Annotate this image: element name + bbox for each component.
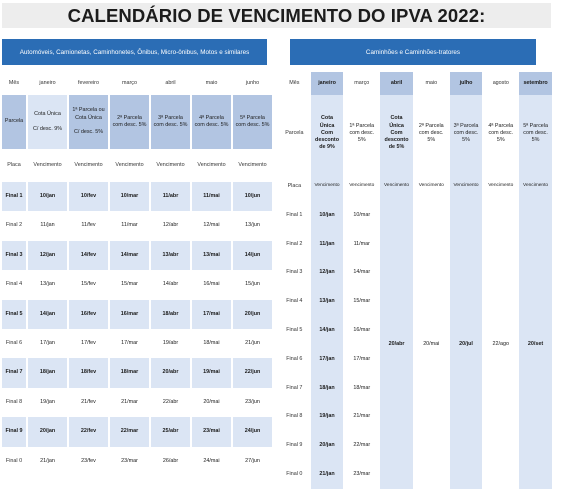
- plate-label: Placa: [2, 149, 26, 182]
- merged-date-cell: 20/mai: [415, 201, 448, 489]
- month-cell: maio: [415, 72, 448, 95]
- due-label: Vencimento: [380, 172, 413, 201]
- month-cell: agosto: [484, 72, 517, 95]
- plate-cell: Final 1: [2, 182, 26, 211]
- plate-cell: Final 4: [2, 270, 26, 299]
- date-cell: 18/mai: [192, 329, 231, 358]
- month-cell: janeiro: [28, 72, 67, 95]
- parcel-cell: 5ª Parcela com desc. 5%: [519, 95, 552, 172]
- parcel-cell: Cota Única Com desconto de 5%: [380, 95, 413, 172]
- date-cell: 20/jan: [28, 417, 67, 446]
- month-cell: julho: [450, 72, 483, 95]
- right-parcel-row: [280, 95, 552, 172]
- page-title: CALENDÁRIO DE VENCIMENTO DO IPVA 2022:: [67, 4, 486, 26]
- due-label: Vencimento: [69, 149, 108, 182]
- month-label: Mês: [2, 72, 26, 95]
- plate-cell: Final 0: [280, 460, 309, 489]
- date-cell: 13/jun: [233, 211, 272, 240]
- due-label: Vencimento: [484, 172, 517, 201]
- date-cell: 17/mar: [345, 345, 378, 374]
- plate-cell: Final 0: [2, 447, 26, 476]
- table-row: [2, 358, 272, 387]
- table-row: [2, 417, 272, 446]
- date-cell: 22/fev: [69, 417, 108, 446]
- date-cell: 20/mai: [192, 388, 231, 417]
- date-cell: 23/mar: [110, 447, 149, 476]
- date-cell: 19/abr: [151, 329, 190, 358]
- date-cell: 17/jan: [28, 329, 67, 358]
- month-cell: janeiro: [311, 72, 344, 95]
- date-cell: 14/mar: [110, 241, 149, 270]
- date-cell: 17/mai: [192, 300, 231, 329]
- due-label: Vencimento: [450, 172, 483, 201]
- date-cell: 11/jan: [28, 211, 67, 240]
- date-cell: 13/abr: [151, 241, 190, 270]
- parcel-label: Parcela: [2, 95, 26, 149]
- plate-cell: Final 7: [2, 358, 26, 387]
- date-cell: 22/abr: [151, 388, 190, 417]
- date-cell: 11/jan: [311, 230, 344, 259]
- table-row: [2, 300, 272, 329]
- due-label: Vencimento: [192, 149, 231, 182]
- plate-cell: Final 7: [280, 374, 309, 403]
- date-cell: 15/fev: [69, 270, 108, 299]
- date-cell: 26/abr: [151, 447, 190, 476]
- date-cell: 14/jan: [28, 300, 67, 329]
- parcel-cell: 3ª Parcela com desc. 5%: [450, 95, 483, 172]
- month-cell: junho: [233, 72, 272, 95]
- plate-cell: Final 1: [280, 201, 309, 230]
- date-cell: 27/jun: [233, 447, 272, 476]
- plate-cell: Final 8: [280, 403, 309, 432]
- month-label: Mês: [280, 72, 309, 95]
- table-row: [2, 329, 272, 358]
- date-cell: 10/jan: [28, 182, 67, 211]
- plate-cell: Final 6: [2, 329, 26, 358]
- date-cell: 22/jun: [233, 358, 272, 387]
- plate-cell: Final 2: [2, 211, 26, 240]
- merged-date-cell: 20/jul: [450, 201, 483, 489]
- table-row: [2, 447, 272, 476]
- plate-cell: Final 3: [2, 241, 26, 270]
- merged-date-cell: 22/ago: [484, 201, 517, 489]
- left-calendar-table: [0, 72, 274, 476]
- date-cell: 24/jun: [233, 417, 272, 446]
- merged-date-cell: 20/abr: [380, 201, 413, 489]
- date-cell: 16/mai: [192, 270, 231, 299]
- date-cell: 15/jun: [233, 270, 272, 299]
- date-cell: 14/fev: [69, 241, 108, 270]
- date-cell: 15/mar: [110, 270, 149, 299]
- date-cell: 18/fev: [69, 358, 108, 387]
- date-cell: 12/abr: [151, 211, 190, 240]
- month-cell: abril: [151, 72, 190, 95]
- due-label: Vencimento: [345, 172, 378, 201]
- date-cell: 23/mai: [192, 417, 231, 446]
- date-cell: 10/fev: [69, 182, 108, 211]
- date-cell: 13/mai: [192, 241, 231, 270]
- date-cell: 11/fev: [69, 211, 108, 240]
- date-cell: 12/jan: [28, 241, 67, 270]
- table-row: [280, 201, 552, 230]
- due-label: Vencimento: [519, 172, 552, 201]
- right-banner: Caminhões e Caminhões-tratores: [290, 39, 536, 65]
- date-cell: 13/jan: [311, 287, 344, 316]
- date-cell: 19/jan: [28, 388, 67, 417]
- plate-cell: Final 2: [280, 230, 309, 259]
- date-cell: 11/mar: [110, 211, 149, 240]
- right-calendar-table: [278, 72, 554, 489]
- date-cell: 14/jan: [311, 316, 344, 345]
- plate-cell: Final 8: [2, 388, 26, 417]
- date-cell: 14/abr: [151, 270, 190, 299]
- parcel-cell: 4ª Parcela com desc. 5%: [484, 95, 517, 172]
- parcel-cell: 3ª Parcela com desc. 5%: [151, 95, 190, 149]
- parcel-cell: 2ª Parcela com desc. 5%: [415, 95, 448, 172]
- parcel-cell: 5ª Parcela com desc. 5%: [233, 95, 272, 149]
- merged-date-cell: 20/set: [519, 201, 552, 489]
- date-cell: 11/mai: [192, 182, 231, 211]
- plate-cell: Final 9: [280, 431, 309, 460]
- date-cell: 23/mar: [345, 460, 378, 489]
- date-cell: 20/jan: [311, 431, 344, 460]
- table-row: [2, 182, 272, 211]
- date-cell: 13/jan: [28, 270, 67, 299]
- month-cell: fevereiro: [69, 72, 108, 95]
- date-cell: 10/jun: [233, 182, 272, 211]
- plate-cell: Final 3: [280, 259, 309, 288]
- plate-cell: Final 4: [280, 287, 309, 316]
- date-cell: 21/jan: [28, 447, 67, 476]
- date-cell: 11/mar: [345, 230, 378, 259]
- date-cell: 20/jun: [233, 300, 272, 329]
- plate-cell: Final 9: [2, 417, 26, 446]
- plate-cell: Final 5: [280, 316, 309, 345]
- due-label: Vencimento: [233, 149, 272, 182]
- parcel-cell: Cota Única C/ desc. 9%: [28, 95, 67, 149]
- date-cell: 21/mar: [110, 388, 149, 417]
- date-cell: 15/mar: [345, 287, 378, 316]
- left-month-row: [2, 72, 272, 95]
- left-due-header-row: [2, 149, 272, 182]
- left-banner: Automóveis, Camionetas, Caminhonetes, Ônibus, Micro-ônibus, Motos e similares: [2, 39, 267, 65]
- plate-cell: Final 6: [280, 345, 309, 374]
- date-cell: 21/jan: [311, 460, 344, 489]
- due-label: Vencimento: [311, 172, 344, 201]
- date-cell: 21/fev: [69, 388, 108, 417]
- month-cell: março: [345, 72, 378, 95]
- right-month-row: [280, 72, 552, 95]
- date-cell: 24/mai: [192, 447, 231, 476]
- date-cell: 18/jan: [28, 358, 67, 387]
- parcel-cell: 1ª Parcela com desc. 5%: [345, 95, 378, 172]
- date-cell: 10/mar: [110, 182, 149, 211]
- date-cell: 10/jan: [311, 201, 344, 230]
- date-cell: 20/abr: [151, 358, 190, 387]
- due-label: Vencimento: [28, 149, 67, 182]
- date-cell: 17/mar: [110, 329, 149, 358]
- date-cell: 22/mar: [345, 431, 378, 460]
- date-cell: 18/mar: [110, 358, 149, 387]
- parcel-cell: Cota Única Com desconto de 9%: [311, 95, 344, 172]
- parcel-label: Parcela: [280, 95, 309, 172]
- date-cell: 12/jan: [311, 259, 344, 288]
- date-cell: 23/fev: [69, 447, 108, 476]
- date-cell: 14/jun: [233, 241, 272, 270]
- plate-label: Placa: [280, 172, 309, 201]
- month-cell: março: [110, 72, 149, 95]
- date-cell: 21/jun: [233, 329, 272, 358]
- date-cell: 12/mai: [192, 211, 231, 240]
- date-cell: 18/jan: [311, 374, 344, 403]
- table-row: [2, 270, 272, 299]
- date-cell: 10/mar: [345, 201, 378, 230]
- month-cell: setembro: [519, 72, 552, 95]
- left-parcel-row: [2, 95, 272, 149]
- date-cell: 16/fev: [69, 300, 108, 329]
- parcel-cell: 1ª Parcela ou Cota Única C/ desc. 5%: [69, 95, 108, 149]
- table-row: [2, 388, 272, 417]
- date-cell: 17/fev: [69, 329, 108, 358]
- month-cell: maio: [192, 72, 231, 95]
- date-cell: 11/abr: [151, 182, 190, 211]
- date-cell: 22/mar: [110, 417, 149, 446]
- date-cell: 23/jun: [233, 388, 272, 417]
- title-bar: [2, 3, 551, 28]
- date-cell: 25/abr: [151, 417, 190, 446]
- due-label: Vencimento: [415, 172, 448, 201]
- table-row: [2, 241, 272, 270]
- date-cell: 16/mar: [345, 316, 378, 345]
- month-cell: abril: [380, 72, 413, 95]
- parcel-cell: 2ª Parcela com desc. 5%: [110, 95, 149, 149]
- plate-cell: Final 5: [2, 300, 26, 329]
- date-cell: 18/abr: [151, 300, 190, 329]
- date-cell: 14/mar: [345, 259, 378, 288]
- due-label: Vencimento: [110, 149, 149, 182]
- due-label: Vencimento: [151, 149, 190, 182]
- table-row: [2, 211, 272, 240]
- right-due-header-row: [280, 172, 552, 201]
- date-cell: 21/mar: [345, 403, 378, 432]
- date-cell: 19/mai: [192, 358, 231, 387]
- date-cell: 17/jan: [311, 345, 344, 374]
- date-cell: 18/mar: [345, 374, 378, 403]
- date-cell: 16/mar: [110, 300, 149, 329]
- parcel-cell: 4ª Parcela com desc. 5%: [192, 95, 231, 149]
- date-cell: 19/jan: [311, 403, 344, 432]
